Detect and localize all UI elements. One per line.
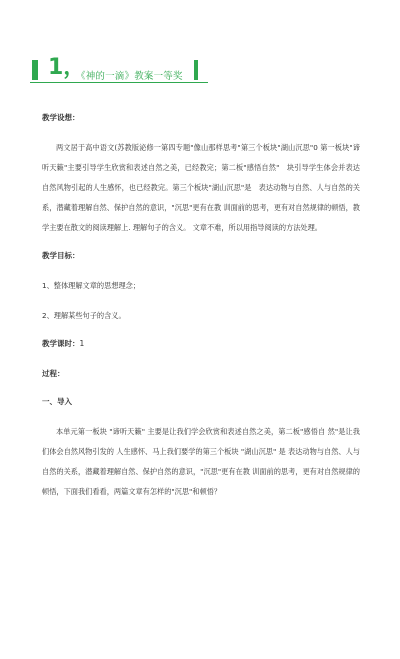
title-text: 《神的一滴》教案一等奖 [76, 71, 183, 82]
goals-heading: 教学目标： [42, 251, 80, 260]
document-title [30, 55, 210, 88]
title-underline [30, 82, 208, 83]
intro-heading: 一、导入 [42, 397, 72, 406]
process-heading: 过程： [42, 369, 65, 378]
hours-value: 1 [79, 339, 85, 348]
title-bar-left [32, 60, 38, 80]
goal-item-2: 2、理解某些句子的含义。 [42, 311, 126, 320]
hours-heading: 教学课时： [42, 339, 80, 348]
goal-item-1: 1、整体理解文章的思想理念； [42, 281, 141, 290]
design-paragraph: 两文居于高中语文(苏教版泌修一第四专题"像山那样思考"第三个板块"湖山沉思"0 第一板块"谛听天籁"主要引导学生欣赏和表述自然之美，已经教完；第二板"感悟自然" 块引导学生体会并表达自然风物引起的人生感怀，也已经教完。第三个板块"湖山沉思"是 表达动物与自然、人与自然的关系，潜藏着理解自然、保护自然的意识，"沉思"更有在教 训面前的思考，更有对自然规律的顿悟，教学主要在散文的阅读理解上. 理解句子的含义。 文章不难，所以用指导阅读的方法处理。 [42, 143, 360, 232]
hours-line [42, 334, 360, 354]
title-bar-right [194, 60, 198, 80]
document-body [42, 108, 360, 502]
title-mark: 1， [48, 55, 86, 80]
design-heading: 教学设想： [42, 113, 80, 122]
intro-paragraph: 本单元第一板块 "谛听天籁" 主要是让我们学会欣赏和表述自然之美，第二板"感悟自 然"是让我们体会自然风物引发的 人生感怀、马上我们要学的第三个板块 "湖山沉思" 是 表达动物与自然、人与自然的关系，潜藏着理解自然、保护自然的意识，"沉思"更有在教 训面前的思考，更有对自然规律的顿悟，下面我们看看，两篇文章有怎样的"沉思"和顿悟？ [42, 427, 360, 496]
